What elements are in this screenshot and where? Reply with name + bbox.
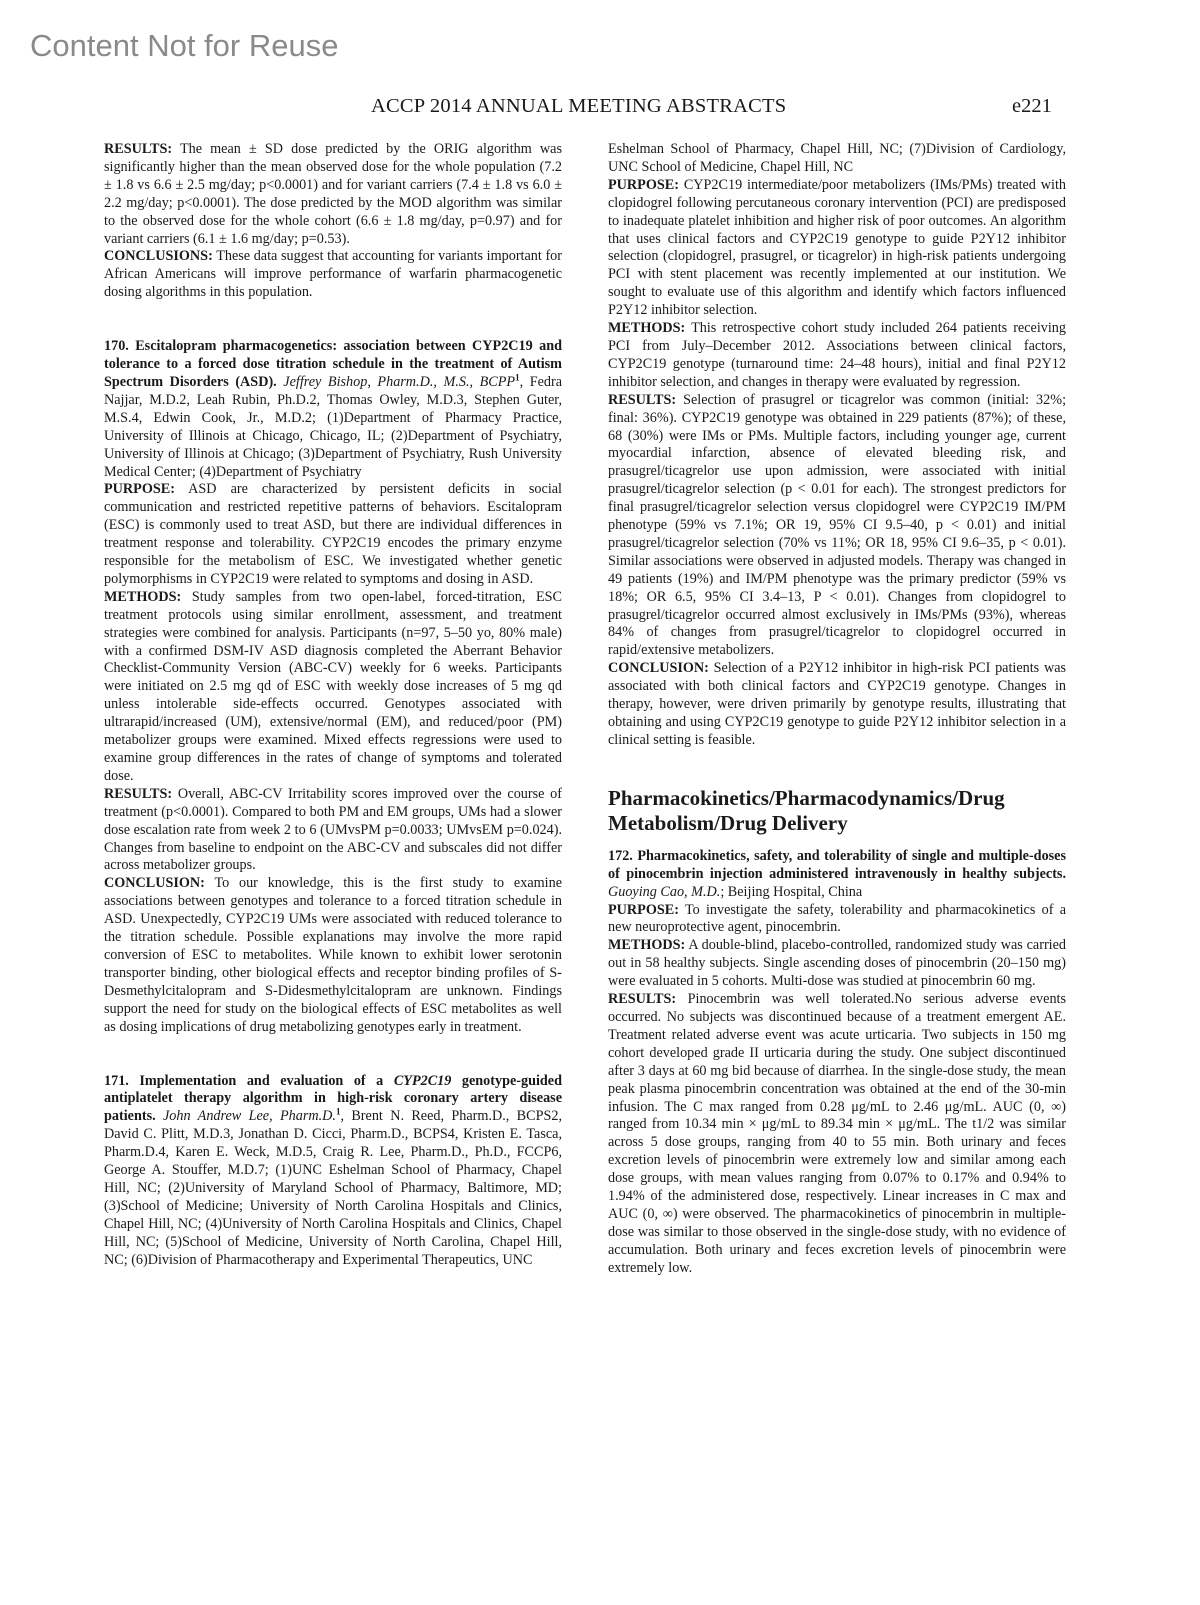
- section-label: PURPOSE:: [104, 481, 175, 498]
- body-text: This retrospective cohort study included 264 patients receiving PCI from July–December 2012. Associations between clinical factors, CYP2C19 genotype (turnaround time: 24–48 hours), initial and final P2Y12 inhibitor selection, and changes in therapy were evaluated by regression.: [608, 320, 1066, 390]
- body-text: Study samples from two open-label, forced-titration, ESC treatment protocols using similar enrollment, assessment, and treatment strategies were combined for analysis. Participants (n=97, 5–50 yo, 80% male) with a confirmed DSM-IV ASD diagnosis completed the Aberrant Behavior Checklist-Community Version (ABC-CV) weekly for 6 weeks. Participants were initiated on 2.5 mg qd of ESC with weekly dose increases of 5 mg qd unless intolerable side-effects occurred. Genotypes associated with ultrarapid/increased (UM), extensive/normal (EM), and reduced/poor (PM) metabolizer groups were examined. Mixed effects regressions were used to examine group differences in the rates of change of symptoms and tolerated dose.: [104, 588, 563, 784]
- abstract-methods: [104, 589, 562, 786]
- section-label: RESULTS:: [104, 141, 173, 157]
- section-label: CONCLUSION:: [104, 875, 205, 892]
- author-affiliation: ; Beijing Hospital, China: [720, 883, 863, 900]
- body-text: Pinocembrin was well tolerated.No serious adverse events occurred. No subjects was discontinued because of a treatment emergent AE. Treatment related adverse event was acute urticaria. Two subjects in 150 mg cohort developed grade II urticaria during the study. One subject discontinued after 3 days at 60 mg bid because of diarrhea. In the single-dose study, the mean peak plasma pinocembrin concentration was obtained at the end of the 30-min infusion. The C max ranged from 0.28 μg/mL to 2.46 μg/mL. AUC (0, ∞) ranged from 10.34 min × μg/mL to 89.34 min × μg/mL. The t1/2 was similar across 5 dose groups, ranging from 40 to 55 min. Both urinary and feces excretion levels of pinocembrin were extremely low and similar among each dose groups, with mean values ranging from 0.07% to 0.17% and 0.94% to 1.94% of the administered dose, respectively. Linear increases in C max and AUC (0, ∞) were observed. The pharmacokinetics of pinocembrin in multiple-dose was similar to those observed in the single-dose study, with no evidence of accumulation. Both urinary and feces excretion levels of pinocembrin were extremely low.: [608, 991, 1067, 1276]
- abstract-methods: [608, 320, 1066, 392]
- body-text: Selection of a P2Y12 inhibitor in high-risk PCI patients was associated with both clinical factors and CYP2C19 genotype. Changes in therapy, however, were driven primarily by genotype results, illustrating that obtaining and using CYP2C19 genotype to guide P2Y12 inhibitor selection in a clinical setting is feasible.: [608, 660, 1067, 748]
- left-column: [104, 141, 562, 1269]
- body-text: ASD are characterized by persistent deficits in social communication and restricted repetitive patterns of behaviors. Escitalopram (ESC) is commonly used to treat ASD, but there are individual differences in treatment response and tolerability. CYP2C19 encodes the primary enzyme responsible for the metabolism of ESC. We investigated whether genetic polymorphisms in CYP2C19 were related to symptoms and dosing in ASD.: [104, 481, 563, 587]
- abstract-purpose: [608, 902, 1066, 938]
- abstract-results: [608, 991, 1066, 1278]
- title-text: 170. Escitalopram pharmacogenetics: association between CYP2C19 and tolerance to a forced dose titration schedule in the treatment of Autism Spectrum Disorders (ASD).: [104, 338, 562, 390]
- abstract-results: [608, 392, 1066, 661]
- body-text: To our knowledge, this is the first study to examine associations between genotypes and tolerance to a forced titration schedule in ASD. Unexpectedly, CYP2C19 UMs were associated with reduced tolerance to the titration schedule. Possible explanations may involve the more rapid conversion of ESC to metabolites. While known to exhibit lower serotonin transporter binding, other biological effects and receptor binding profiles of S-Desmethylcitalopram and S-Didesmethylcitalopram are unknown. Findings support the need for study on the biological effects of ESC metabolites as well as dosing implications of drug metabolizing genotypes early in treatment.: [104, 875, 562, 1035]
- section-label: RESULTS:: [608, 391, 677, 408]
- prev-conclusions: [104, 248, 562, 302]
- section-label: CONCLUSION:: [608, 660, 709, 677]
- section-label: METHODS:: [608, 320, 686, 337]
- body-text: A double-blind, placebo-controlled, randomized study was carried out in 58 healthy subjects. Single ascending doses of pinocembrin (20–150 mg) were evaluated in 5 cohorts. Multi-dose was studied at pinocembrin 60 mg.: [608, 937, 1066, 990]
- abstract-171: [104, 1073, 562, 1270]
- first-author: Guoying Cao, M.D.: [608, 883, 721, 900]
- right-column: [608, 141, 1066, 1278]
- abstract-title: [608, 848, 1066, 902]
- author-list: , Brent N. Reed, Pharm.D., BCPS2, David C. Plitt, M.D.3, Jonathan D. Cicci, Pharm.D., BCPS4, Kristen E. Tasca, Pharm.D.4, Karen E. Weck, M.D.5, Craig R. Lee, Pharm.D., Ph.D., FCCP6, George A. Stouffer, M.D.7; (1)UNC Eshelman School of Pharmacy, Chapel Hill, NC; (2)University of Maryland School of Pharmacy, Baltimore, MD; (3)School of Medicine; University of North Carolina Hospitals and Clinics, Chapel Hill, NC; (4)University of North Carolina Hospitals and Clinics, Chapel Hill, NC; (5)School of Medicine, University of North Carolina, Chapel Hill, NC; (6)Division of Pharmacotherapy and Experimental Therapeutics, UNC: [104, 1108, 562, 1268]
- body-text: Selection of prasugrel or ticagrelor was common (initial: 32%; final: 36%). CYP2C19 genotype was obtained in 229 patients (87%); of these, 68 (30%) were IMs or PMs. Multiple factors, including younger age, current myocardial infarction, absence of elevated bleeding risk, and prasugrel/ticagrelor use upon admission, were associated with initial prasugrel/ticagrelor selection (p < 0.01 for each). The strongest predictors for final prasugrel/ticagrelor selection versus clopidogrel were CYP2C19 IM/PM phenotype (59% vs 7.1%; OR 19, 95% CI 9.5–40, p < 0.01) and initial prasugrel/ticagrelor selection (70% vs 11%; OR 18, 95% CI 9.6–35, p < 0.01). Similar associations were observed in adjusted models. Therapy was changed in 49 patients (19%) and IM/PM phenotype was the primary predictor (59% vs 18%; OR 6.5, 95% CI 3.4–13, P < 0.01). Changes from clopidogrel to prasugrel/ticagrelor occurred almost exclusively in IMs/PMs (93%), whereas 84% of changes from prasugrel/ticagrelor to clopidogrel occurred in rapid/extensive metabolizers.: [608, 391, 1067, 659]
- abstract-title: [104, 1073, 562, 1270]
- prev-results: [104, 141, 562, 248]
- section-label: PURPOSE:: [608, 176, 679, 193]
- abstract-171-continued: [608, 141, 1066, 750]
- abstract-purpose: [608, 177, 1066, 320]
- abstract-title: [104, 338, 562, 481]
- first-author: John Andrew Lee, Pharm.D.: [162, 1108, 336, 1125]
- running-head: ACCP 2014 ANNUAL MEETING ABSTRACTS: [371, 95, 787, 117]
- abstract-results: [104, 786, 562, 876]
- abstract-purpose: [104, 481, 562, 588]
- body-text: CYP2C19 intermediate/poor metabolizers (IMs/PMs) treated with clopidogrel following percutaneous coronary intervention (PCI) are predisposed to inadequate platelet inhibition and higher risk of poor outcomes. An algorithm that uses clinical factors and CYP2C19 genotype to guide P2Y12 inhibitor selection (clopidogrel, prasugrel, or ticagrelor) in high-risk patients undergoing PCI with stent placement was recently implemented at our institution. We sought to evaluate use of this algorithm and identify which factors influenced P2Y12 inhibitor selection.: [608, 176, 1066, 319]
- abstract-conclusion: [104, 875, 562, 1036]
- title-text-end: genotype-guided antiplatelet therapy algorithm in high-risk coronary artery disease patients.: [104, 1072, 562, 1125]
- title-gene: CYP2C19: [393, 1072, 452, 1089]
- abstract-conclusion: [608, 660, 1066, 750]
- author-sup: 1: [515, 372, 520, 383]
- section-label: RESULTS:: [608, 991, 677, 1008]
- body-text: To investigate the safety, tolerability and pharmacokinetics of a new neuroprotective agent, pinocembrin.: [608, 901, 1066, 936]
- section-label: CONCLUSIONS:: [104, 248, 213, 265]
- first-author: Jeffrey Bishop, Pharm.D., M.S., BCPP: [283, 373, 516, 390]
- author-list: , Fedra Najjar, M.D.2, Leah Rubin, Ph.D.2, Thomas Owley, M.D.3, Stephen Guter, M.S.4, Edwin Cook, Jr., M.D.2; (1)Department of Pharmacy Practice, University of Illinois at Chicago, Chicago, IL; (2)Department of Psychiatry, University of Illinois at Chicago; (3)Department of Psychiatry, Rush University Medical Center; (4)Department of Psychiatry: [104, 373, 562, 480]
- body-text: Overall, ABC-CV Irritability scores improved over the course of treatment (p<0.0001). Compared to both PM and EM groups, UMs had a slower dose escalation rate from week 2 to 6 (UMvsPM p=0.0033; UMvsEM p=0.024). Changes from baseline to endpoint on the ABC-CV and subscales did not differ across metabolizer groups.: [104, 785, 562, 874]
- abstract-170: [104, 338, 562, 1036]
- title-text: 171. Implementation and evaluation of a: [104, 1072, 394, 1089]
- abstract-172: [608, 848, 1066, 1278]
- author-sup: 1: [335, 1106, 341, 1117]
- body-text: These data suggest that accounting for variants important for African Americans will improve performance of warfarin pharmacogenetic dosing algorithms in this population.: [104, 248, 563, 301]
- body-text: The mean ± SD dose predicted by the ORIG algorithm was significantly higher than the mean observed dose for the whole population (7.2 ± 1.8 vs 6.6 ± 2.5 mg/day; p<0.0001) and for variant carriers (7.4 ± 1.8 vs 6.0 ± 2.2 mg/day; p<0.0001). The dose predicted by the MOD algorithm was similar to the observed dose for the whole cohort (6.6 ± 1.8 mg/day, p=0.97) and for variant carriers (6.1 ± 1.6 mg/day; p=0.53).: [104, 141, 562, 247]
- page-number: e221: [1012, 95, 1052, 117]
- section-label: METHODS:: [104, 588, 182, 605]
- section-heading: Pharmacokinetics/Pharmacodynamics/Drug Metabolism/Drug Delivery: [608, 785, 1005, 835]
- watermark: Content Not for Reuse: [30, 28, 339, 63]
- section-label: RESULTS:: [104, 785, 173, 802]
- section-label: METHODS:: [608, 937, 686, 954]
- affiliation-tail: Eshelman School of Pharmacy, Chapel Hill, NC; (7)Division of Cardiology, UNC School of Medicine, Chapel Hill, NC: [608, 141, 1066, 175]
- abstract-methods: [608, 937, 1066, 991]
- title-text: 172. Pharmacokinetics, safety, and tolerability of single and multiple-doses of pinocembrin injection administered intravenously in healthy subjects.: [608, 847, 1066, 882]
- section-label: PURPOSE:: [608, 901, 679, 918]
